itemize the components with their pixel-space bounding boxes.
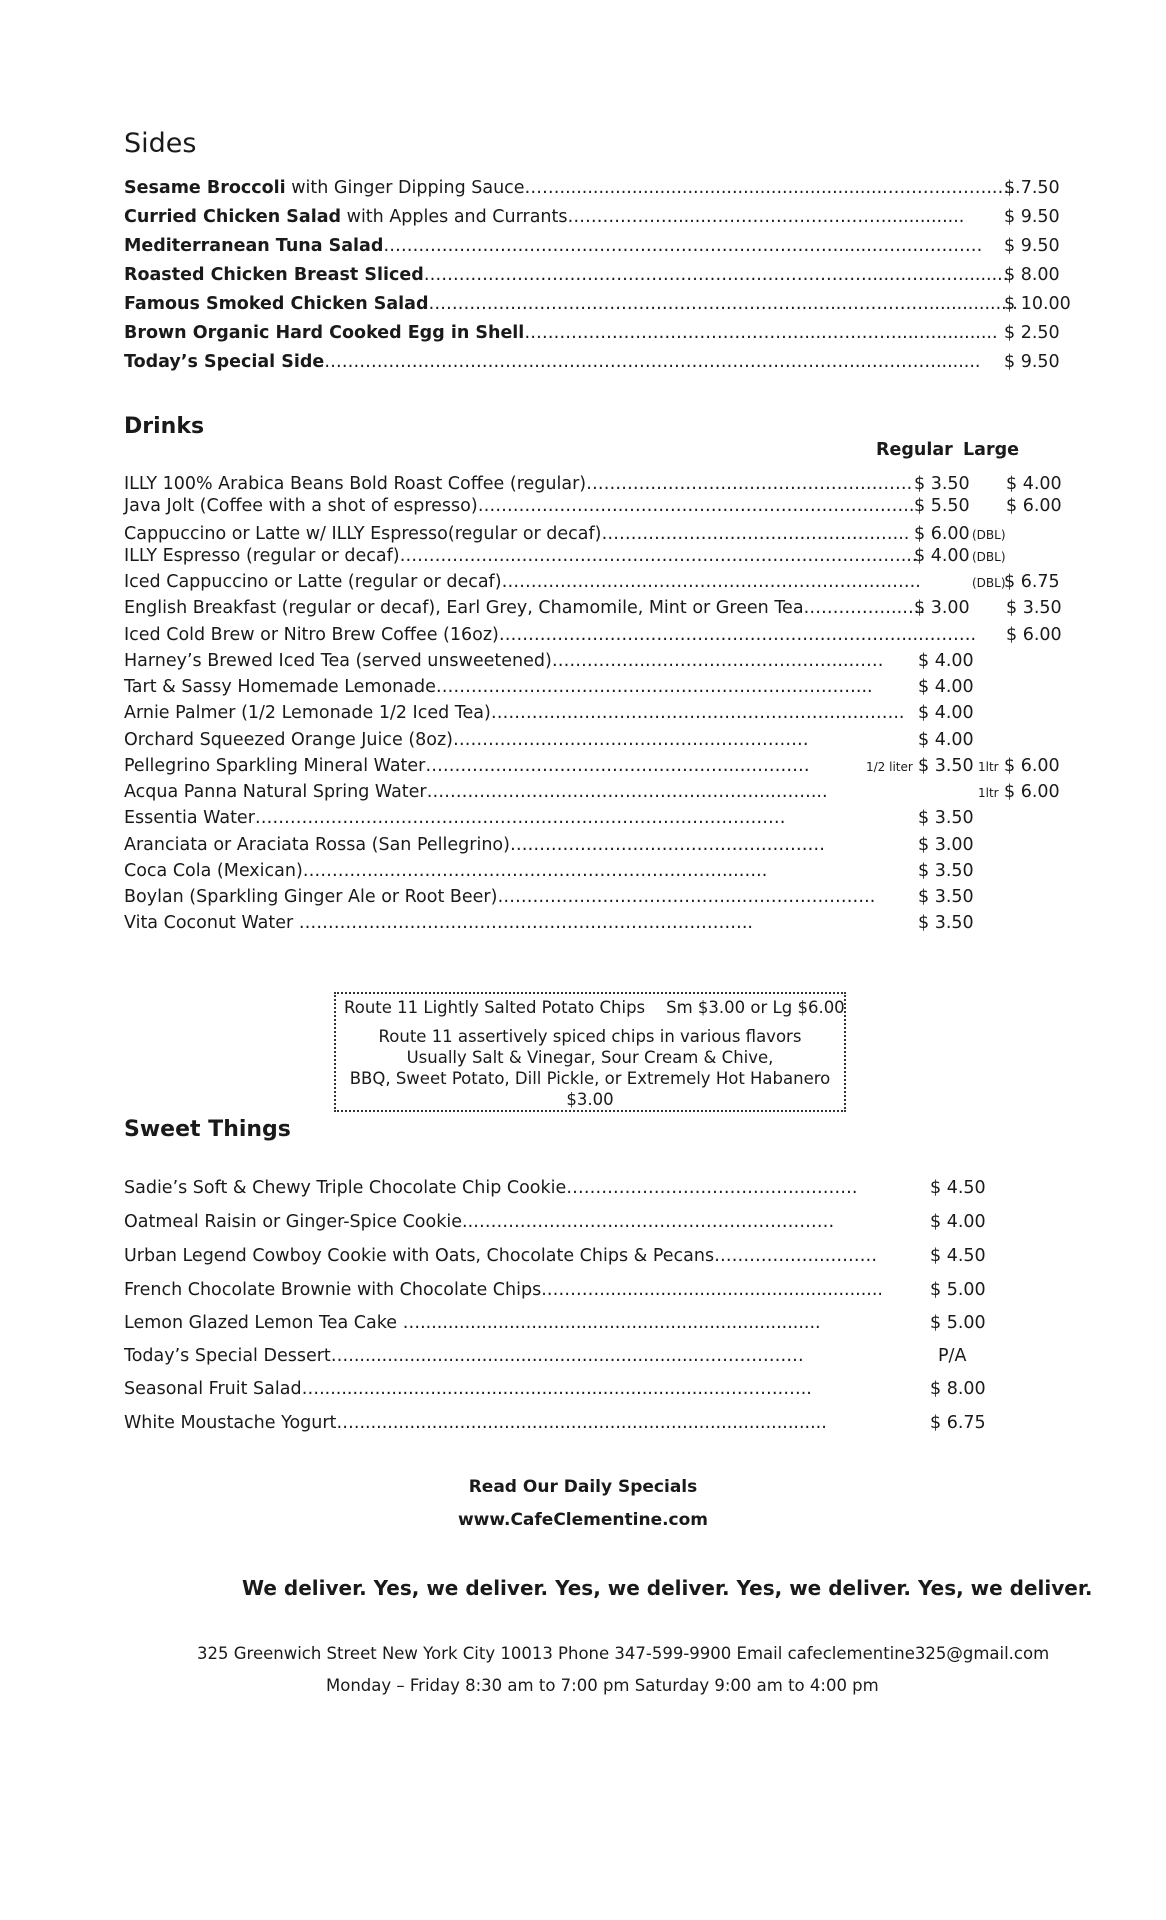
chips-line: $3.00 (566, 1090, 614, 1109)
drink-large-price: $ 3.50 (1006, 598, 1062, 618)
chips-top-line (344, 998, 845, 1017)
leader-dots: ………………………………….………. (566, 1178, 858, 1198)
sweet-item-name: White Moustache Yogurt (124, 1413, 337, 1433)
sweet-item-price: $ 4.50 (930, 1178, 986, 1198)
drink-item-name: Iced Cold Brew or Nitro Brew Coffee (16oz) (124, 625, 499, 645)
drink-regular-price: $ 3.50 (918, 756, 974, 776)
leader-dots: …………………………………….……………… (453, 730, 809, 750)
sweet-item-name: Today’s Special Dessert (124, 1346, 331, 1366)
sweet-item-price: P/A (938, 1346, 967, 1366)
drink-large-price: $ 6.00 (1004, 756, 1060, 776)
leader-dots: ………………………………………………………………... (435, 677, 873, 697)
chips-line: BBQ, Sweet Potato, Dill Pickle, or Extremely Hot Habanero (349, 1069, 831, 1088)
leader-dots: …………………………………………………...……... (426, 782, 828, 802)
drink-item (124, 598, 926, 618)
sweet-item-price: $ 8.00 (930, 1379, 986, 1399)
leader-dots: ……………………………………….……..………… (425, 756, 810, 776)
chips-name: Route 11 Lightly Salted Potato Chips (344, 998, 646, 1017)
drink-item-name: Aranciata or Araciata Rossa (San Pellegrino) (124, 835, 510, 855)
drink-item-name: Cappuccino or Latte w/ ILLY Espresso(regular or decaf) (124, 524, 602, 544)
drink-item (124, 474, 914, 494)
chips-box (334, 992, 846, 1112)
sweet-item (124, 1313, 914, 1333)
side-item-price: $ 8.00 (1004, 265, 1060, 285)
sweet-item (124, 1346, 914, 1366)
drink-item (124, 835, 914, 855)
side-item-name: Brown Organic Hard Cooked Egg in Shell (124, 323, 525, 343)
drink-item (124, 861, 914, 881)
leader-dots: …………………………………………….…………..…..……………................ (428, 294, 1018, 314)
leader-dots: ……………………………….………………………………………………..…………........ (324, 352, 981, 372)
leader-dots: ……………………………………………………………………......…….………… (383, 236, 983, 256)
leader-dots: …………………………………...………………….. (497, 887, 876, 907)
side-item (124, 236, 994, 256)
sweet-item (124, 1178, 914, 1198)
sweets-title: Sweet Things (124, 1117, 291, 1142)
chips-price: Sm $3.00 or Lg $6.00 (666, 998, 845, 1017)
drink-item-name: Harney’s Brewed Iced Tea (served unsweetened) (124, 651, 552, 671)
leader-dots: …...............................................................……………… (330, 1346, 804, 1366)
leader-dots: …………………………………………………………….. (490, 703, 905, 723)
side-item-name: Mediterranean Tuna Salad (124, 236, 384, 256)
chips-line: Route 11 assertively spiced chips in various flavors (378, 1027, 802, 1046)
sweet-item-name: Urban Legend Cowboy Cookie with Oats, Chocolate Chips & Pecans (124, 1246, 715, 1266)
drink-item (124, 572, 921, 592)
side-item-price: $ 9.50 (1004, 207, 1060, 227)
side-item (124, 178, 1021, 198)
sweet-item-name: French Chocolate Brownie with Chocolate Chips (124, 1280, 542, 1300)
sweet-item (124, 1379, 914, 1399)
drink-regular-price: $ 3.00 (914, 598, 970, 618)
drink-large-price: $ 6.00 (1004, 782, 1060, 802)
leader-dots: .………................................................... (541, 1280, 883, 1300)
leader-dots: …………………….……………………………………….. (501, 572, 921, 592)
sweet-item (124, 1212, 914, 1232)
drink-large-price: $ 6.00 (1006, 496, 1062, 516)
drink-regular-price: $ 3.00 (918, 835, 974, 855)
drink-regular-price: $ 3.50 (918, 913, 974, 933)
side-item-price: $ 7.50 (1004, 178, 1060, 198)
drink-item (124, 524, 914, 544)
drink-item (124, 546, 918, 566)
drink-large-price: $ 4.00 (1006, 474, 1062, 494)
leader-dots: ………………..…………………………………………………………... (399, 546, 918, 566)
drink-item-name: Coca Cola (Mexican) (124, 861, 303, 881)
leader-dots: …………….……………………………..…… (551, 651, 884, 671)
leader-dots: ……………………………………………… (509, 835, 825, 855)
leader-dots: ………………………………………………….…………………………… (254, 808, 786, 828)
drinks-title: Drinks (124, 414, 205, 439)
drink-size-label: (DBL) (972, 528, 1006, 542)
leader-dots: …..................................................................................... (336, 1413, 827, 1433)
side-item-price: $ 9.50 (1004, 352, 1060, 372)
leader-dots: …………………….………………………………………….. (477, 496, 915, 516)
drink-item-name: Pellegrino Sparkling Mineral Water (124, 756, 426, 776)
chips-line: Usually Salt & Vinegar, Sour Cream & Chive, (406, 1048, 774, 1067)
drink-regular-price: $ 4.00 (914, 546, 970, 566)
leader-dots: ..……………………..……………………………… (462, 1212, 835, 1232)
side-item (124, 265, 1009, 285)
sweet-item-name: Seasonal Fruit Salad (124, 1379, 302, 1399)
drink-item-name: Iced Cappuccino or Latte (regular or decaf) (124, 572, 502, 592)
drink-size-label: 1ltr (978, 786, 999, 800)
sweet-item-price: $ 6.75 (930, 1413, 986, 1433)
side-item-name: Famous Smoked Chicken Salad (124, 294, 429, 314)
contact-info: 325 Greenwich Street New York City 10013 Phone 347-599-9900 Email cafeclementine325@gmail.com (197, 1644, 1050, 1663)
sweet-item-price: $ 5.00 (930, 1313, 986, 1333)
leader-dots: ……...........................................................………..……..…. (524, 178, 1021, 198)
leader-dots: ……………..…. (803, 598, 926, 618)
leader-dots: ………………………….……………………………………….. (293, 913, 753, 933)
sweet-item-price: $ 4.50 (930, 1246, 986, 1266)
side-item-name: Today’s Special Side (124, 352, 325, 372)
drink-item-name: ILLY 100% Arabica Beans Bold Roast Coffee (regular) (124, 474, 587, 494)
drink-regular-price: $ 3.50 (914, 474, 970, 494)
drink-item-name: Acqua Panna Natural Spring Water (124, 782, 427, 802)
drink-size-label: 1/2 liter (866, 760, 913, 774)
side-item-price: $ 9.50 (1004, 236, 1060, 256)
drink-regular-price: $ 3.50 (918, 887, 974, 907)
sweet-item-price: $ 4.00 (930, 1212, 986, 1232)
drink-regular-price: $ 6.00 (914, 524, 970, 544)
leader-dots: ……………………….………………………. (586, 474, 913, 494)
drink-regular-price: $ 4.00 (918, 651, 974, 671)
leader-dots: ……………………………………………………………...………. (498, 625, 977, 645)
drink-regular-price: $ 3.50 (918, 861, 974, 881)
leader-dots: …………...…………………………………………………...….. (302, 861, 768, 881)
leader-dots: ………………......…………………….…….............. (567, 207, 965, 227)
opening-hours: Monday – Friday 8:30 am to 7:00 pm Saturday 9:00 am to 4:00 pm (326, 1676, 879, 1695)
side-item-name: Sesame Broccoli (124, 178, 286, 198)
leader-dots: …………………………………………...…….……....…........... (524, 323, 998, 343)
drink-item-name: Vita Coconut Water (124, 913, 294, 933)
sweet-item-name: Oatmeal Raisin or Ginger-Spice Cookie (124, 1212, 462, 1232)
sweet-item (124, 1413, 914, 1433)
sweet-item-price: $ 5.00 (930, 1280, 986, 1300)
daily-specials-text: Read Our Daily Specials (468, 1477, 698, 1497)
drink-regular-price: $ 4.00 (918, 730, 974, 750)
drink-item-name: English Breakfast (regular or decaf), Earl Grey, Chamomile, Mint or Green Tea (124, 598, 804, 618)
sides-title: Sides (124, 128, 197, 159)
leader-dots: ……………….……… (714, 1246, 878, 1266)
drink-item (124, 677, 914, 697)
leader-dots: ….........................................................................……….….. (301, 1379, 812, 1399)
drink-item (124, 808, 914, 828)
side-item-name: Roasted Chicken Breast Sliced (124, 265, 424, 285)
drink-item-name: Java Jolt (Coffee with a shot of espresso) (124, 496, 478, 516)
drink-regular-price: $ 4.00 (918, 703, 974, 723)
drink-size-label: (DBL) (972, 576, 1006, 590)
drink-item-name: Tart & Sassy Homemade Lemonade (124, 677, 436, 697)
drink-item (124, 730, 914, 750)
drink-regular-price: $ 5.50 (914, 496, 970, 516)
drink-item-name: Arnie Palmer (1/2 Lemonade 1/2 Iced Tea) (124, 703, 491, 723)
side-item (124, 323, 998, 343)
drink-item (124, 651, 914, 671)
side-item (124, 352, 994, 372)
side-item (124, 207, 994, 227)
drink-item (124, 703, 914, 723)
drink-item-name: Orchard Squeezed Orange Juice (8oz) (124, 730, 454, 750)
drink-item (124, 625, 977, 645)
side-item-price: $ 10.00 (1004, 294, 1071, 314)
side-item-price: $ 2.50 (1004, 323, 1060, 343)
column-header-large: Large (963, 440, 1019, 460)
drink-large-price: $ 6.00 (1006, 625, 1062, 645)
drink-item (124, 887, 914, 907)
side-item-desc: with Ginger Dipping Sauce (285, 178, 525, 198)
drink-item (124, 782, 914, 802)
drink-item (124, 913, 914, 933)
delivery-banner: We deliver. Yes, we deliver. Yes, we deliver. Yes, we deliver. Yes, we deliver. (242, 1576, 1093, 1600)
drink-item-name: Essentia Water (124, 808, 255, 828)
drink-regular-price: $ 4.00 (918, 677, 974, 697)
drink-size-label: 1ltr (978, 760, 999, 774)
side-item-name: Curried Chicken Salad (124, 207, 342, 227)
drink-large-price: $ 6.75 (1004, 572, 1060, 592)
side-item (124, 294, 1018, 314)
sweet-item (124, 1280, 914, 1300)
drink-item-name: Boylan (Sparkling Ginger Ale or Root Beer) (124, 887, 498, 907)
drink-item (124, 756, 864, 776)
sweet-item-name: Sadie’s Soft & Chewy Triple Chocolate Chip Cookie (124, 1178, 567, 1198)
sweet-item-name: Lemon Glazed Lemon Tea Cake (124, 1313, 397, 1333)
leader-dots: ………………………………………………….……………….....……...…........ (423, 265, 1009, 285)
drink-regular-price: $ 3.50 (918, 808, 974, 828)
side-item-desc: with Apples and Currants (341, 207, 568, 227)
leader-dots: ………………….………….……………... (601, 524, 910, 544)
drink-item-name: ILLY Espresso (regular or decaf) (124, 546, 400, 566)
column-header-regular: Regular (876, 440, 953, 460)
website-link[interactable]: www.CafeClementine.com (457, 1510, 709, 1530)
sweet-item (124, 1246, 914, 1266)
drink-item (124, 496, 914, 516)
drink-size-label: (DBL) (972, 550, 1006, 564)
leader-dots: …........................................................................ (397, 1313, 821, 1333)
